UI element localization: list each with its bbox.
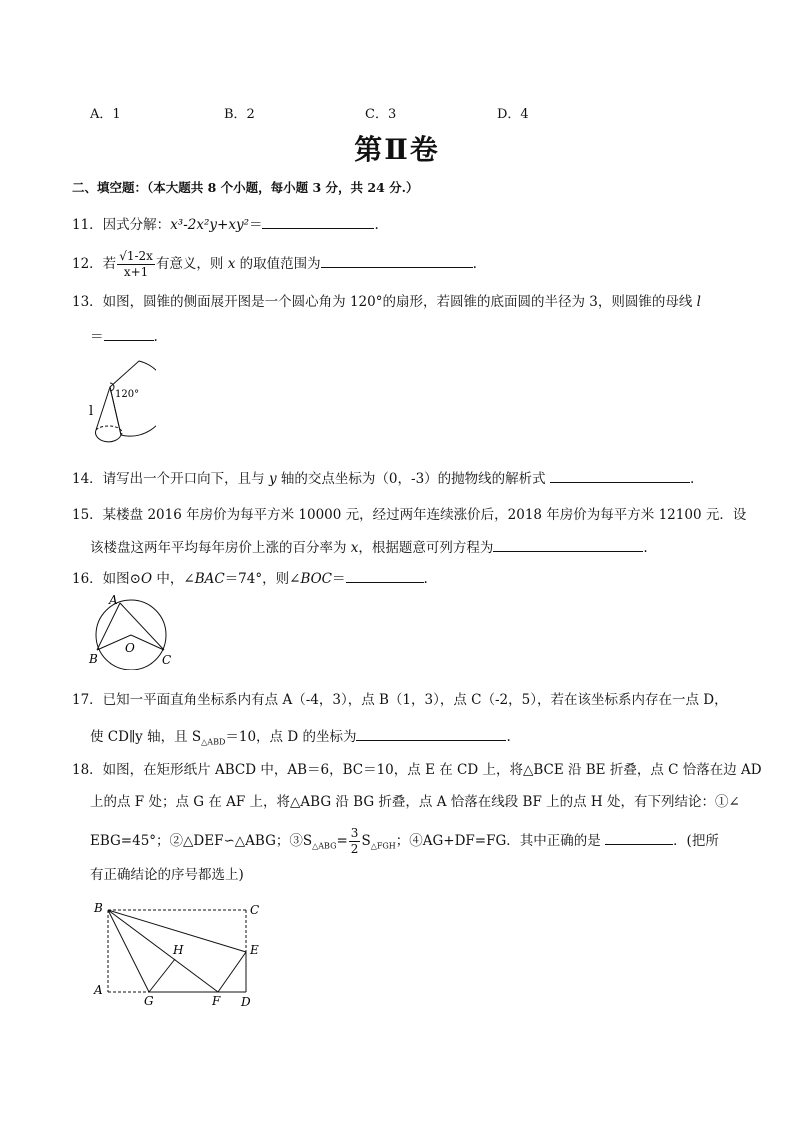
q14-end: .: [689, 471, 695, 487]
q16-o: O: [141, 571, 153, 587]
point-a-label: A: [109, 593, 118, 607]
question-18: [72, 760, 762, 780]
q12-suffix: 的取值范围为: [235, 256, 321, 272]
point-f-label: F: [212, 994, 221, 1008]
q16-end: .: [423, 571, 428, 587]
q12-answer-blank[interactable]: [321, 253, 473, 268]
q12-var: x: [227, 256, 236, 272]
q13-text: 13．如图，圆锥的侧面展开图是一个圆心角为 120°的扇形，若圆锥的底面圆的半径为 3，则圆锥的母线: [72, 294, 697, 310]
question-16: [72, 568, 428, 589]
q16-prefix: 16．如图⊙: [72, 571, 141, 587]
q12-fraction: [117, 249, 155, 280]
q14-text: 14．请写出一个开口向下，且与: [72, 471, 269, 487]
question-11: [72, 214, 379, 235]
slant-label: l: [89, 404, 94, 419]
option-a: A．1: [90, 107, 121, 122]
q12-denominator: x+1: [123, 265, 149, 279]
q18-s2: S: [361, 833, 371, 849]
question-15: [72, 505, 746, 525]
q16-bac: BAC: [194, 571, 225, 587]
line-fe: [218, 952, 246, 992]
question-18-line2: [90, 792, 740, 812]
radius-oc: [131, 635, 164, 650]
option-d: D．4: [497, 107, 529, 122]
question-18-line4: [90, 865, 244, 885]
q18-line4: 有正确结论的序号都选上): [90, 867, 244, 883]
q15-line2a: 该楼盘这两年平均每年房价上涨的百分率为: [90, 540, 351, 556]
chord-ab: [97, 603, 120, 650]
point-o-label: O: [125, 641, 135, 655]
q16-equals: ＝: [332, 571, 346, 587]
q18-rectangle-figure: [88, 895, 268, 1010]
q18-sub2: △FGH: [370, 841, 396, 851]
q18-line1: 18．如图，在矩形纸片 ABCD 中，AB＝6，BC＝10，点 E 在 CD 上，将△BCE 沿 BE 折叠，点 C 恰落在边 AD: [72, 762, 762, 778]
q12-numerator: √1-2x: [119, 249, 153, 263]
q17-line2a: 使 CD∥y 轴，且 S: [90, 729, 202, 745]
q15-var: x: [350, 540, 359, 556]
q14-var: y: [268, 471, 277, 487]
option-c: C．3: [365, 107, 397, 122]
q11-equals: ＝: [248, 217, 263, 233]
point-a-label: A: [94, 983, 103, 997]
q18-line2: 上的点 F 处；点 G 在 AF 上，将△ABG 沿 BG 折叠，点 A 恰落在线段 BF 上的点 H 处，有下列结论：①∠: [90, 794, 740, 810]
q15-text: 15．某楼盘 2016 年房价为每平方米 10000 元，经过两年连续涨价后，2018 年房价为每平方米 12100 元．设: [72, 507, 747, 523]
cone-base-front: [96, 430, 121, 442]
q18-line3a: EBG=45°；②△DEF∽△ABG；③S: [90, 833, 313, 849]
q18-denominator: 2: [350, 842, 359, 856]
line-bf: [108, 910, 218, 992]
point-g-label: G: [144, 994, 154, 1008]
point-c-label: C: [162, 653, 172, 667]
q14-rest: 轴的交点坐标为（0，-3）的抛物线的解析式: [276, 471, 550, 487]
point-e-label: E: [250, 943, 259, 957]
q13-answer-blank[interactable]: [104, 326, 154, 341]
question-13: [72, 292, 701, 312]
angle-label: 120°: [115, 389, 140, 400]
q16-mid1: 中，∠: [152, 571, 195, 587]
q17-text: 17．已知一平面直角坐标系内有点 A（-4，3），点 B（1，3），点 C（-2，5），若在该坐标系内存在一点 D，: [72, 692, 728, 708]
line-bg: [108, 910, 149, 992]
q11-prefix: 11．因式分解：: [72, 217, 171, 233]
question-12: [72, 249, 477, 280]
q11-answer-blank[interactable]: [262, 214, 374, 229]
q18-line3b: ；④AG+DF=FG．其中正确的是: [395, 833, 606, 849]
question-14: [72, 468, 694, 489]
q15-answer-blank[interactable]: [493, 537, 643, 552]
point-h-label: H: [173, 943, 184, 957]
q11-expression: x³-2x²y+xy²: [170, 217, 249, 233]
point-b-label: B: [94, 901, 103, 915]
q17-end: .: [506, 729, 511, 745]
q15-line2b: ，根据题意可列方程为: [358, 540, 494, 556]
q12-end: .: [472, 256, 477, 272]
q16-mid2: ＝74°，则∠: [224, 571, 301, 587]
q16-boc: BOC: [300, 571, 333, 587]
point-d-label: D: [241, 995, 251, 1009]
cone-left-edge: [96, 387, 110, 430]
q15-end: .: [643, 540, 648, 556]
question-18-line3: [90, 826, 719, 857]
q17-answer-blank[interactable]: [356, 726, 506, 741]
q13-equals: ＝: [90, 329, 104, 345]
question-17-line2: [90, 726, 511, 753]
question-13-line2: [90, 326, 158, 347]
q11-end: .: [374, 217, 379, 233]
q17-subscript: △ABD: [201, 737, 226, 747]
question-15-line2: [90, 537, 648, 558]
q18-answer-blank[interactable]: [605, 830, 673, 845]
section-title: 第Ⅱ卷: [354, 133, 440, 166]
line-gh: [149, 959, 175, 992]
q18-sub1: △ABG: [312, 841, 337, 851]
option-b: B．2: [224, 107, 255, 122]
q13-var: l: [696, 294, 701, 310]
q18-eq: =: [336, 833, 348, 849]
q16-circle-figure: [85, 592, 177, 670]
question-17: [72, 690, 728, 710]
q13-cone-figure: [86, 355, 156, 450]
point-c-label: C: [250, 903, 260, 917]
q14-answer-blank[interactable]: [550, 468, 690, 483]
q16-answer-blank[interactable]: [346, 568, 424, 583]
q18-line3c: ．(把所: [673, 833, 719, 849]
q12-prefix: 12．若: [72, 256, 117, 272]
q12-middle: 有意义，则: [155, 256, 228, 272]
cone-base-back: [96, 426, 122, 435]
q13-end: .: [153, 329, 158, 345]
section-heading: 二、填空题：（本大题共 8 个小题，每小题 3 分，共 24 分.）: [72, 180, 419, 195]
q18-numerator: 3: [350, 826, 359, 840]
point-b-label: B: [89, 652, 98, 666]
q17-line2b: ＝10，点 D 的坐标为: [225, 729, 357, 745]
q18-fraction: [349, 826, 361, 857]
